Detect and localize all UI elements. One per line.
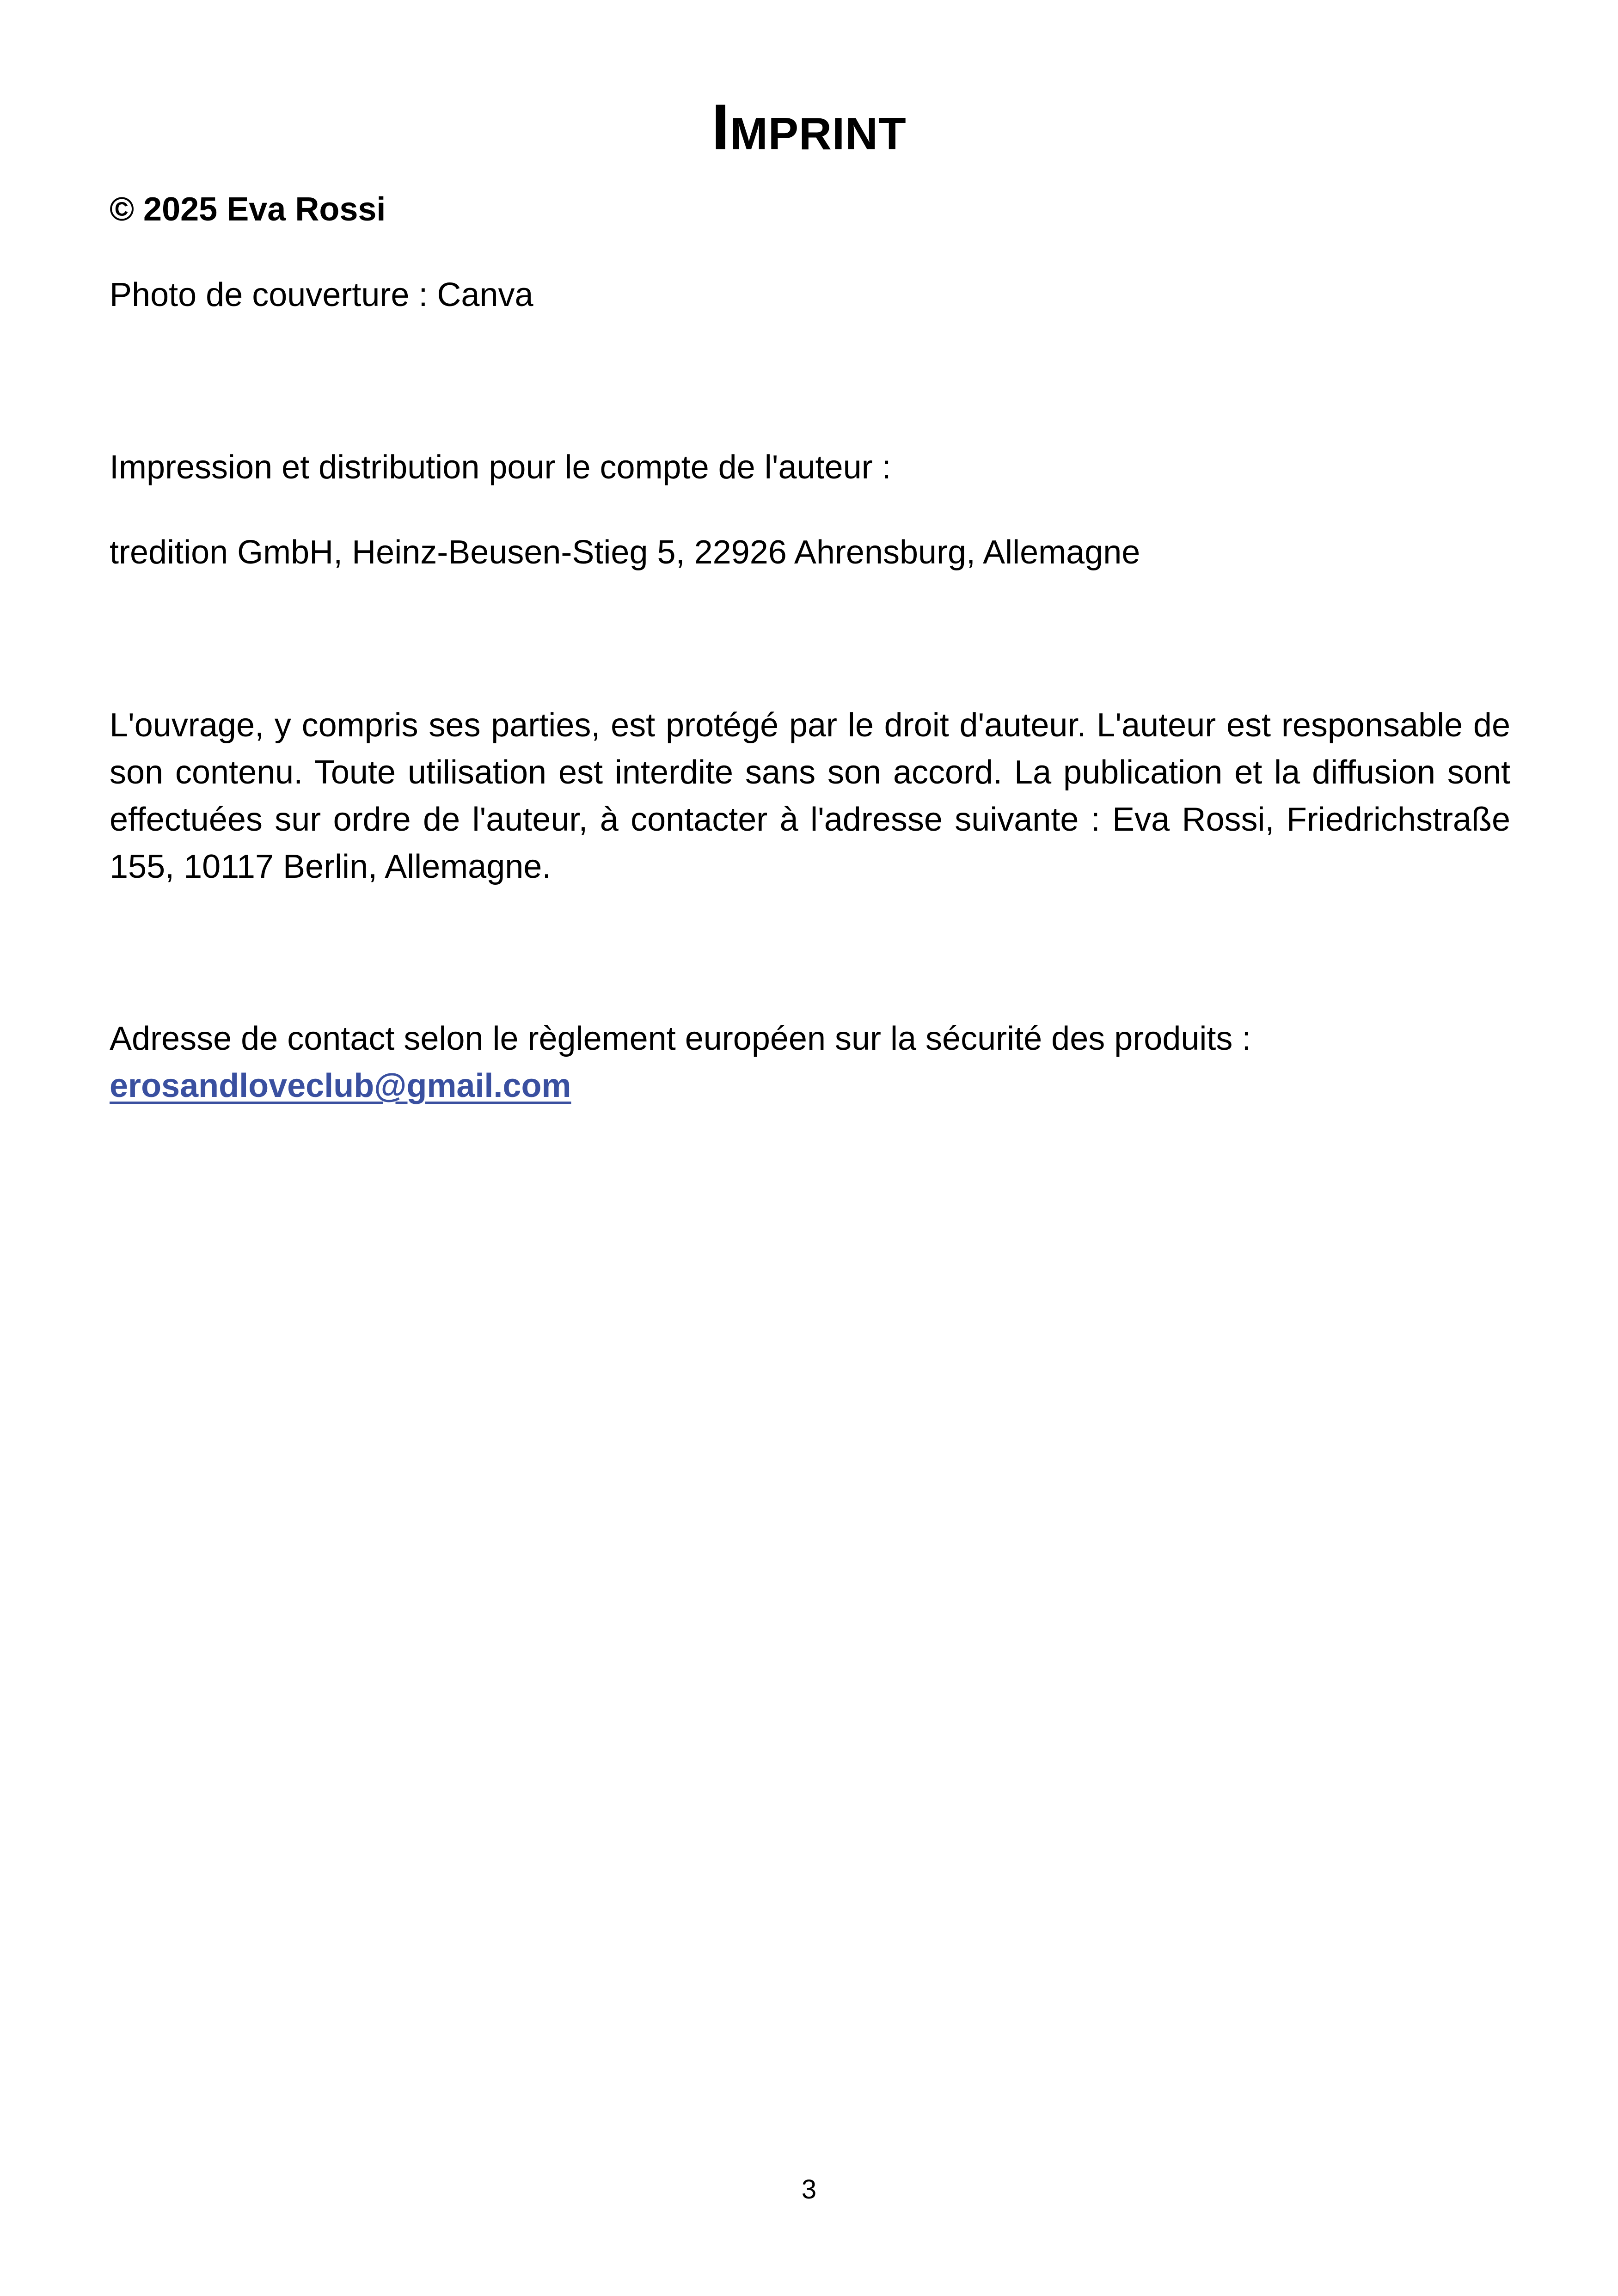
printing-distribution-label: Impression et distribution pour le compte de l'auteur :	[110, 449, 891, 486]
page-title: Imprint	[711, 91, 907, 163]
page-number: 3	[801, 2174, 817, 2204]
contact-email-link[interactable]: erosandloveclub@gmail.com	[110, 1067, 571, 1104]
copyright-legal-paragraph: L'ouvrage, y compris ses parties, est protégé par le droit d'auteur. L'auteur est responsable de son contenu. Toute utilisation est interdite sans son accord. La publication et la diffusion sont effectuées sur ordre de l'auteur, à contacter à l'adresse suivante : Eva Rossi, Friedrichstraße 155, 10117 Berlin, Allemagne.	[110, 707, 1510, 885]
contact-paragraph	[110, 1015, 1510, 1109]
publisher-address: tredition GmbH, Heinz-Beusen-Stieg 5, 22926 Ahrensburg, Allemagne	[110, 534, 1140, 571]
cover-photo-credit: Photo de couverture : Canva	[110, 276, 533, 313]
contact-label: Adresse de contact selon le règlement européen sur la sécurité des produits :	[110, 1020, 1251, 1057]
copyright-notice: © 2025 Eva Rossi	[110, 191, 386, 228]
